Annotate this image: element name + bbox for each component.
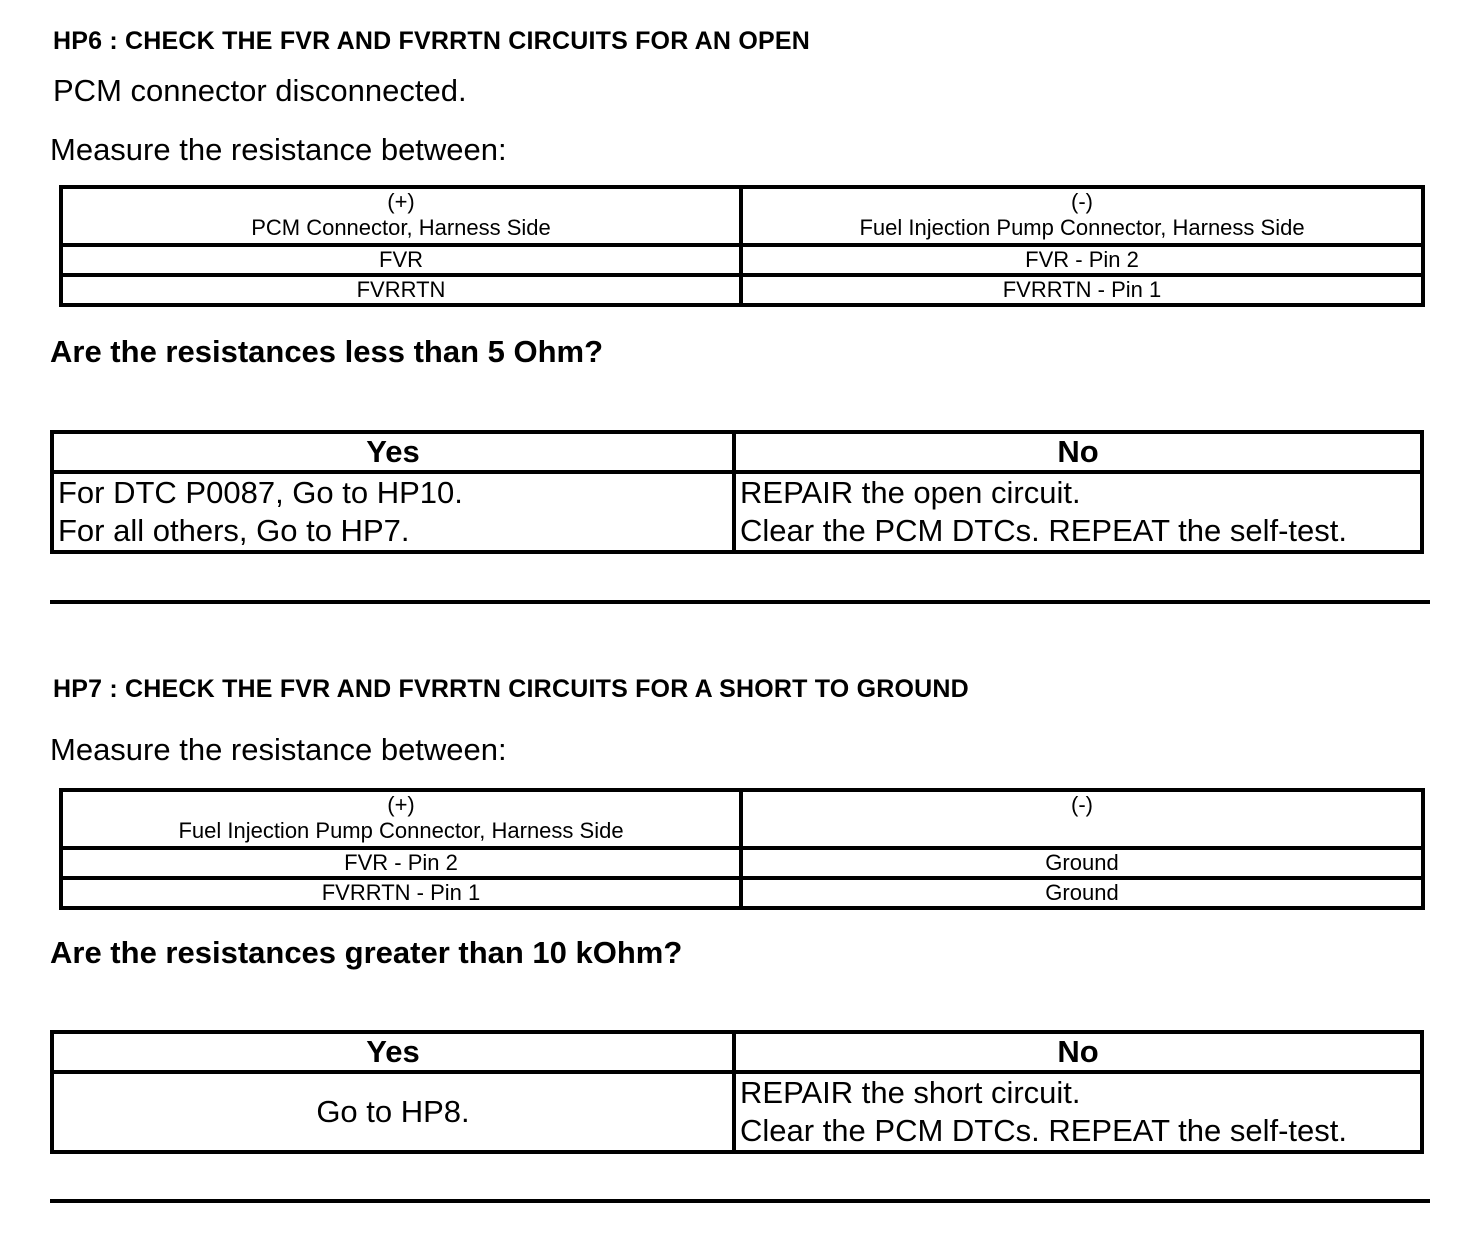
- minus-symbol: (-): [1071, 792, 1093, 817]
- plus-cell: FVRRTN - Pin 1: [61, 878, 741, 908]
- no-header: No: [734, 1032, 1422, 1072]
- yes-header: Yes: [52, 432, 734, 472]
- hp7-instruction: Measure the resistance between:: [50, 732, 507, 767]
- minus-cell: FVR - Pin 2: [741, 245, 1423, 275]
- yes-header: Yes: [52, 1032, 734, 1072]
- plus-label: PCM Connector, Harness Side: [251, 215, 551, 240]
- hp6-question: Are the resistances less than 5 Ohm?: [50, 334, 604, 369]
- hp7-heading: HP7 : CHECK THE FVR AND FVRRTN CIRCUITS FOR A SHORT TO GROUND: [53, 675, 969, 703]
- no-cell: [734, 472, 1422, 552]
- plus-header-cell: [61, 187, 741, 245]
- minus-header-cell: [741, 790, 1423, 848]
- minus-cell: Ground: [741, 848, 1423, 878]
- no-line: Clear the PCM DTCs. REPEAT the self-test.: [740, 1113, 1347, 1148]
- decision-body-row: [52, 1072, 1422, 1152]
- minus-cell: FVRRTN - Pin 1: [741, 275, 1423, 305]
- plus-symbol: (+): [387, 189, 415, 214]
- no-line: REPAIR the open circuit.: [740, 475, 1081, 510]
- table-row: [61, 878, 1423, 908]
- minus-symbol: (-): [1071, 189, 1093, 214]
- plus-cell: FVRRTN: [61, 275, 741, 305]
- plus-cell: FVR: [61, 245, 741, 275]
- no-line: REPAIR the short circuit.: [740, 1075, 1081, 1110]
- yes-line: Go to HP8.: [316, 1094, 470, 1129]
- minus-header-cell: [741, 187, 1423, 245]
- hp6-condition: PCM connector disconnected.: [53, 73, 467, 108]
- hp6-measure-table: [59, 185, 1425, 307]
- hp6-heading: HP6 : CHECK THE FVR AND FVRRTN CIRCUITS FOR AN OPEN: [53, 27, 810, 55]
- no-cell: [734, 1072, 1422, 1152]
- table-row: [61, 848, 1423, 878]
- hp6-instruction: Measure the resistance between:: [50, 132, 507, 167]
- yes-line: For DTC P0087, Go to HP10.: [58, 475, 463, 510]
- table-header-row: [61, 187, 1423, 245]
- yes-cell: [52, 1072, 734, 1152]
- plus-header-cell: [61, 790, 741, 848]
- plus-symbol: (+): [387, 792, 415, 817]
- hp7-question: Are the resistances greater than 10 kOhm?: [50, 935, 683, 970]
- no-line: Clear the PCM DTCs. REPEAT the self-test.: [740, 513, 1347, 548]
- plus-cell: FVR - Pin 2: [61, 848, 741, 878]
- yes-line: For all others, Go to HP7.: [58, 513, 410, 548]
- hp6-decision-table: [50, 430, 1424, 554]
- table-header-row: [61, 790, 1423, 848]
- yes-cell: [52, 472, 734, 552]
- decision-header-row: [52, 1032, 1422, 1072]
- decision-header-row: [52, 432, 1422, 472]
- plus-label: Fuel Injection Pump Connector, Harness Side: [178, 818, 624, 843]
- minus-cell: Ground: [741, 878, 1423, 908]
- section-divider: [50, 1199, 1430, 1203]
- decision-body-row: [52, 472, 1422, 552]
- section-divider: [50, 600, 1430, 604]
- hp7-decision-table: [50, 1030, 1424, 1154]
- minus-label: Fuel Injection Pump Connector, Harness Side: [859, 215, 1305, 240]
- hp7-measure-table: [59, 788, 1425, 910]
- table-row: [61, 245, 1423, 275]
- no-header: No: [734, 432, 1422, 472]
- table-row: [61, 275, 1423, 305]
